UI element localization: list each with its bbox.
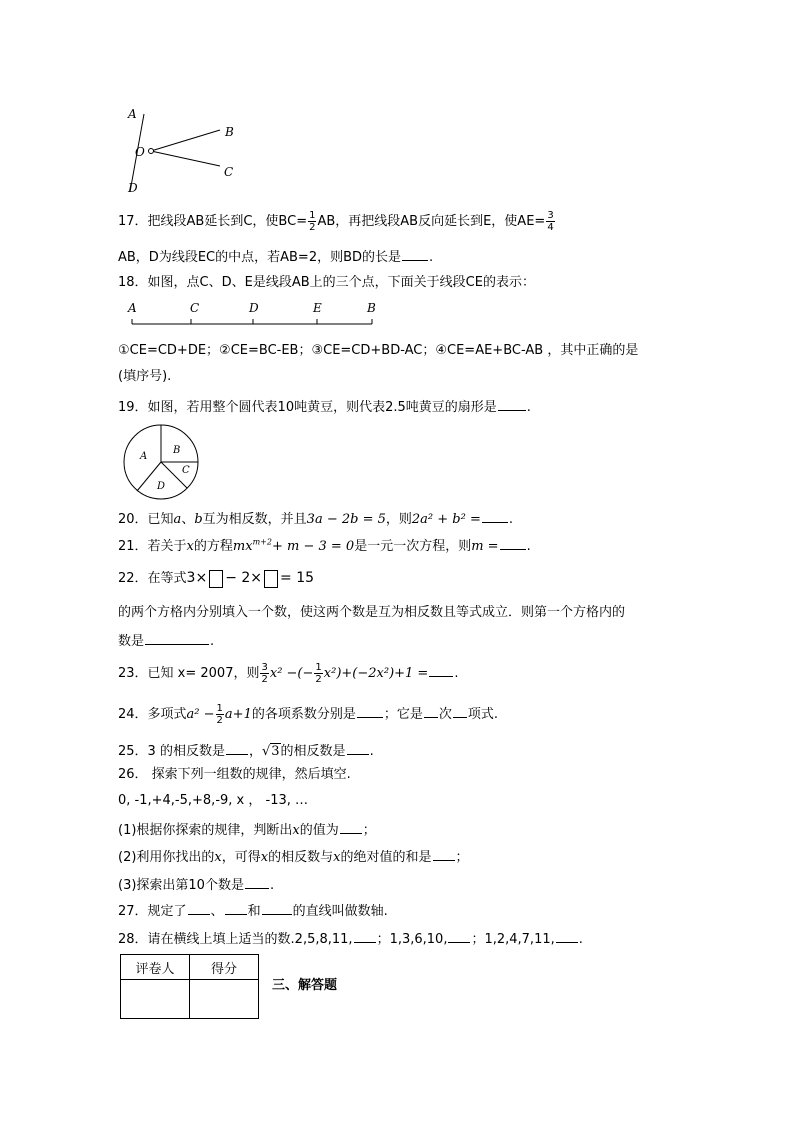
var-b: b xyxy=(194,512,203,527)
answer-blank[interactable] xyxy=(354,928,376,943)
q28-text: 28．请在横线上填上适当的数.2,5,8,11, xyxy=(118,932,353,947)
fraction-numerator: 1 xyxy=(309,210,316,221)
q17-line1 xyxy=(118,210,556,233)
q26-text: ； xyxy=(455,850,469,865)
period: . xyxy=(578,932,583,947)
q24-line xyxy=(118,703,498,726)
point-label-b: B xyxy=(367,301,376,315)
answer-blank[interactable] xyxy=(448,928,470,943)
point-label-b: B xyxy=(225,125,234,139)
fraction-numerator: 1 xyxy=(216,703,223,714)
q18-line1 xyxy=(118,274,535,292)
point-label-d: D xyxy=(249,301,259,315)
fraction-denominator: 2 xyxy=(216,715,223,726)
var-x: x xyxy=(292,823,300,838)
q21-text: 21．若关于 xyxy=(118,539,187,554)
q17-text: 17．把线段AB延长到C，使BC= xyxy=(118,214,308,229)
q27-line xyxy=(118,900,388,921)
score-header: 得分 xyxy=(190,955,259,980)
sqrt-expression: √3 xyxy=(261,744,280,759)
point-label-a: A xyxy=(128,301,137,315)
q24-text: 次 xyxy=(438,707,452,722)
q26-text: 的相反数与 xyxy=(268,850,334,865)
q17-line2 xyxy=(118,246,433,267)
grader-header: 评卷人 xyxy=(121,955,190,980)
exponent: m+2 xyxy=(252,537,272,547)
score-table xyxy=(120,954,259,1019)
q26-sequence: 0, -1,+4,-5,+8,-9, x ， -13, … xyxy=(118,793,308,808)
point-label-o: O xyxy=(135,145,145,159)
answer-blank[interactable] xyxy=(424,703,438,718)
q26-text: (3)探索出第10个数是 xyxy=(118,878,244,893)
period: . xyxy=(526,539,531,554)
q23-line xyxy=(118,662,458,685)
q26-text: (1)根据你探索的规律，判断出 xyxy=(118,823,293,838)
q24-text: 项式. xyxy=(467,707,499,722)
answer-blank[interactable] xyxy=(482,508,508,523)
q26-line3 xyxy=(118,819,376,840)
segment-figure xyxy=(122,298,382,332)
equation: 3a − 2b = 5 xyxy=(306,512,386,527)
grader-cell[interactable] xyxy=(121,980,190,1019)
q20-text: ，则 xyxy=(385,512,412,527)
q21-text: 的方程 xyxy=(193,539,233,554)
point-label-c: C xyxy=(190,301,200,315)
fraction-denominator: 2 xyxy=(261,674,268,685)
var-x: x xyxy=(186,539,194,554)
var-x: x xyxy=(333,850,341,865)
q24-text: ；它是 xyxy=(383,707,423,722)
period: . xyxy=(454,666,459,681)
expression: a² − xyxy=(186,707,215,722)
q25-text: 25．3 的相反数是 xyxy=(118,744,225,759)
q26-line1 xyxy=(118,766,351,784)
q17-text: AB，D为线段EC的中点，若AB=2，则BD的长是 xyxy=(118,250,402,265)
q20-text: 互为相反数，并且 xyxy=(202,512,307,527)
period: . xyxy=(508,512,513,527)
radicand: 3 xyxy=(271,744,280,759)
angle-figure xyxy=(120,100,250,200)
q22-line3 xyxy=(118,630,214,651)
answer-blank[interactable] xyxy=(188,900,210,915)
period: . xyxy=(429,250,434,265)
answer-blank[interactable] xyxy=(226,740,248,755)
equation: = 15 xyxy=(280,570,315,586)
answer-blank[interactable] xyxy=(347,740,369,755)
q28-line xyxy=(118,928,583,949)
expression: 2a² + b² = xyxy=(411,512,481,527)
var-a: a xyxy=(173,512,182,527)
fraction xyxy=(546,210,554,233)
q21-text: 是一元一次方程，则 xyxy=(354,539,472,554)
period: . xyxy=(269,878,275,893)
answer-blank[interactable] xyxy=(429,662,453,677)
point-label-d: D xyxy=(128,181,138,195)
answer-blank[interactable] xyxy=(498,396,526,411)
q18-text: (填序号). xyxy=(118,369,172,384)
answer-blank[interactable] xyxy=(145,630,209,645)
q24-text: 的各项系数分别是 xyxy=(251,707,356,722)
q21-line xyxy=(118,535,531,556)
q20-text: 20．已知 xyxy=(118,512,174,527)
q25-line xyxy=(118,740,374,761)
point-label-e: E xyxy=(313,301,322,315)
pie-figure xyxy=(122,424,204,500)
fraction-denominator: 2 xyxy=(309,222,316,233)
expression: m = xyxy=(471,539,499,554)
q18-line2 xyxy=(118,342,638,360)
answer-blank[interactable] xyxy=(340,819,362,834)
answer-box[interactable] xyxy=(209,570,223,588)
q26-line5 xyxy=(118,874,274,895)
period: . xyxy=(369,744,374,759)
q26-text: 的绝对值的和是 xyxy=(340,850,432,865)
fraction xyxy=(308,210,316,233)
equation: mx xyxy=(232,539,253,554)
q22-line1 xyxy=(118,569,314,588)
q22-text: 的两个方格内分别填入一个数，使这两个数是互为相反数且等式成立．则第一个方格内的 xyxy=(118,605,626,620)
q27-text: 和 xyxy=(247,904,261,919)
fraction xyxy=(216,703,224,726)
fraction-numerator: 3 xyxy=(547,210,554,221)
sector-label-b: B xyxy=(173,445,181,456)
answer-blank[interactable] xyxy=(225,900,247,915)
q26-text: (2)利用你找出的 xyxy=(118,850,215,865)
answer-blank[interactable] xyxy=(556,928,578,943)
answer-blank[interactable] xyxy=(500,535,526,550)
fraction-denominator: 2 xyxy=(315,674,322,685)
var-x: x xyxy=(214,850,222,865)
q20-line xyxy=(118,508,513,529)
q18-line3 xyxy=(118,368,171,386)
q26-text: ； xyxy=(362,823,376,838)
answer-blank[interactable] xyxy=(433,846,455,861)
point-label-c: C xyxy=(224,165,234,179)
sector-label-c: C xyxy=(182,465,190,476)
equation: − 2× xyxy=(225,570,263,586)
fraction xyxy=(314,662,322,685)
section-title: 三、解答题 xyxy=(272,978,338,993)
q26-text: ，可得 xyxy=(221,850,261,865)
q25-text: 的相反数是 xyxy=(280,744,346,759)
q26-text: 的值为 xyxy=(299,823,339,838)
q22-text: 数是 xyxy=(118,634,145,649)
q26-text: 26． 探索下列一组数的规律，然后填空. xyxy=(118,767,351,782)
equation: + m − 3 = 0 xyxy=(271,539,355,554)
sector-label-a: A xyxy=(140,451,148,462)
q19-text: 19．如图，若用整个圆代表10吨黄豆，则代表2.5吨黄豆的扇形是 xyxy=(118,400,497,415)
period: . xyxy=(526,400,531,415)
q23-text: 23．已知 x= 2007，则 xyxy=(118,666,260,681)
period: . xyxy=(210,634,215,649)
q19-line xyxy=(118,396,531,417)
sector-label-d: D xyxy=(157,481,166,492)
fraction-denominator: 4 xyxy=(547,222,554,233)
answer-blank[interactable] xyxy=(402,246,428,261)
q27-text: 的直线叫做数轴. xyxy=(292,904,388,919)
var-x: x xyxy=(260,850,269,865)
fraction-numerator: 1 xyxy=(315,662,322,673)
answer-blank[interactable] xyxy=(245,874,269,889)
answer-blank[interactable] xyxy=(357,703,383,718)
separator: 、 xyxy=(181,512,195,527)
expression: a+1 xyxy=(224,707,252,722)
q26-line2 xyxy=(118,792,308,810)
expression: x²)+(−2x²)+1 = xyxy=(323,666,429,681)
point-label-a: A xyxy=(128,107,137,121)
q24-text: 24．多项式 xyxy=(118,707,187,722)
q25-text: ， xyxy=(248,744,262,759)
fraction xyxy=(260,662,268,685)
expression: x² −(− xyxy=(269,666,314,681)
answer-blank[interactable] xyxy=(262,900,292,915)
q22-text: 22．在等式 xyxy=(118,571,187,586)
answer-box[interactable] xyxy=(264,570,278,588)
q28-text: ；1,3,6,10, xyxy=(376,932,448,947)
score-cell[interactable] xyxy=(190,980,259,1019)
answer-blank[interactable] xyxy=(453,703,467,718)
q28-text: ；1,2,4,7,11, xyxy=(471,932,555,947)
fraction-numerator: 3 xyxy=(261,662,268,673)
q18-text: ①CE=CD+DE；②CE=BC-EB；③CE=CD+BD-AC；④CE=AE+BC-AB ，其中正确的是 xyxy=(118,343,639,358)
q17-text: AB，再把线段AB反向延长到E，使AE= xyxy=(317,214,546,229)
q18-text: 18．如图，点C、D、E是线段AB上的三个点，下面关于线段CE的表示： xyxy=(118,275,535,290)
q26-line4 xyxy=(118,846,469,867)
q27-text: 27．规定了 xyxy=(118,904,187,919)
q22-line2 xyxy=(118,604,625,622)
equation: 3× xyxy=(186,570,208,586)
q27-text: 、 xyxy=(210,904,224,919)
